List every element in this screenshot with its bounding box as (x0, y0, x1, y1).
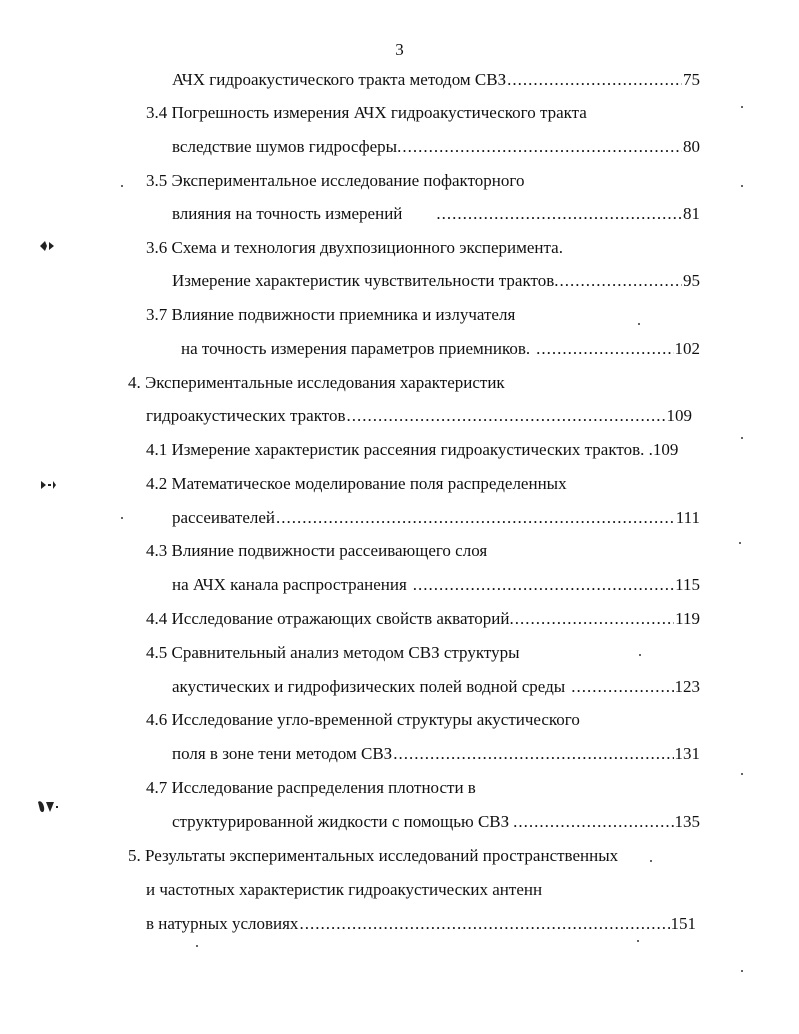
binding-hole-mark-icon (36, 798, 60, 816)
toc-entry: поля в зоне тени методом СВЗ ..... 131 (172, 744, 700, 764)
toc-entry: 4.2 Математическое моделирование поля распределенных (146, 474, 567, 493)
toc-entry: рассеивателей ..... 111 (172, 508, 700, 528)
toc-entry: в натурных условиях ..... 151 (146, 914, 696, 934)
scan-speck (741, 773, 743, 775)
scan-speck (121, 185, 123, 187)
scan-speck (121, 517, 123, 519)
scan-speck (741, 185, 743, 187)
toc-entry: влияния на точность измерений ..... 81 (172, 204, 700, 224)
scan-speck (739, 542, 741, 544)
page-number: 3 (395, 40, 404, 59)
scan-speck (637, 940, 639, 942)
toc-entry: гидроакустических трактов ..... 109 (146, 406, 692, 426)
scan-speck (741, 437, 743, 439)
toc-entry: 3.4 Погрешность измерения АЧХ гидроакустического тракта (146, 103, 587, 122)
scan-speck (650, 860, 652, 862)
toc-entry: структурированной жидкости с помощью СВЗ ..... 135 (172, 812, 700, 832)
scan-speck (638, 323, 640, 325)
toc-entry: 4.6 Исследование угло-временной структуры акустического (146, 710, 580, 729)
toc-entry: 4.1 Измерение характеристик рассеяния гидроакустических трактов. .109 (146, 440, 679, 459)
toc-entry: 4.4 Исследование отражающих свойств акваторий. ..... 119 (146, 609, 700, 629)
toc-entry: 4. Экспериментальные исследования характеристик (128, 373, 505, 392)
toc-entry: 5. Результаты экспериментальных исследований пространственных (128, 846, 619, 865)
toc-entry: 4.3 Влияние подвижности рассеивающего слоя (146, 541, 488, 560)
toc-entry: 4.7 Исследование распределения плотности в (146, 778, 476, 797)
toc-entry: 3.5 Экспериментальное исследование пофакторного (146, 171, 525, 190)
toc-entry: на точность измерения параметров приемников. ..... 102 (181, 339, 700, 359)
toc-entry: вследствие шумов гидросферы. ..... 80 (172, 137, 700, 157)
toc-entry: Измерение характеристик чувствительности трактов. ..... 95 (172, 271, 700, 291)
toc-entry: 3.7 Влияние подвижности приемника и излучателя (146, 305, 516, 324)
binding-hole-mark-icon (38, 239, 56, 253)
scan-speck (741, 970, 743, 972)
toc-entry: и частотных характеристик гидроакустических антенн (146, 880, 543, 899)
scan-speck (741, 106, 743, 108)
scan-speck (196, 945, 198, 947)
toc-entry: на АЧХ канала распространения ..... 115 (172, 575, 700, 595)
toc-entry: 3.6 Схема и технология двухпозиционного эксперимента. (146, 238, 563, 257)
toc-entry: 4.5 Сравнительный анализ методом СВЗ структуры (146, 643, 520, 662)
scan-speck (639, 654, 641, 656)
toc-entry: АЧХ гидроакустического тракта методом СВЗ ..... 75 (172, 70, 700, 90)
binding-hole-mark-icon (38, 478, 58, 492)
toc-entry: акустических и гидрофизических полей водной среды ..... 123 (172, 677, 700, 697)
